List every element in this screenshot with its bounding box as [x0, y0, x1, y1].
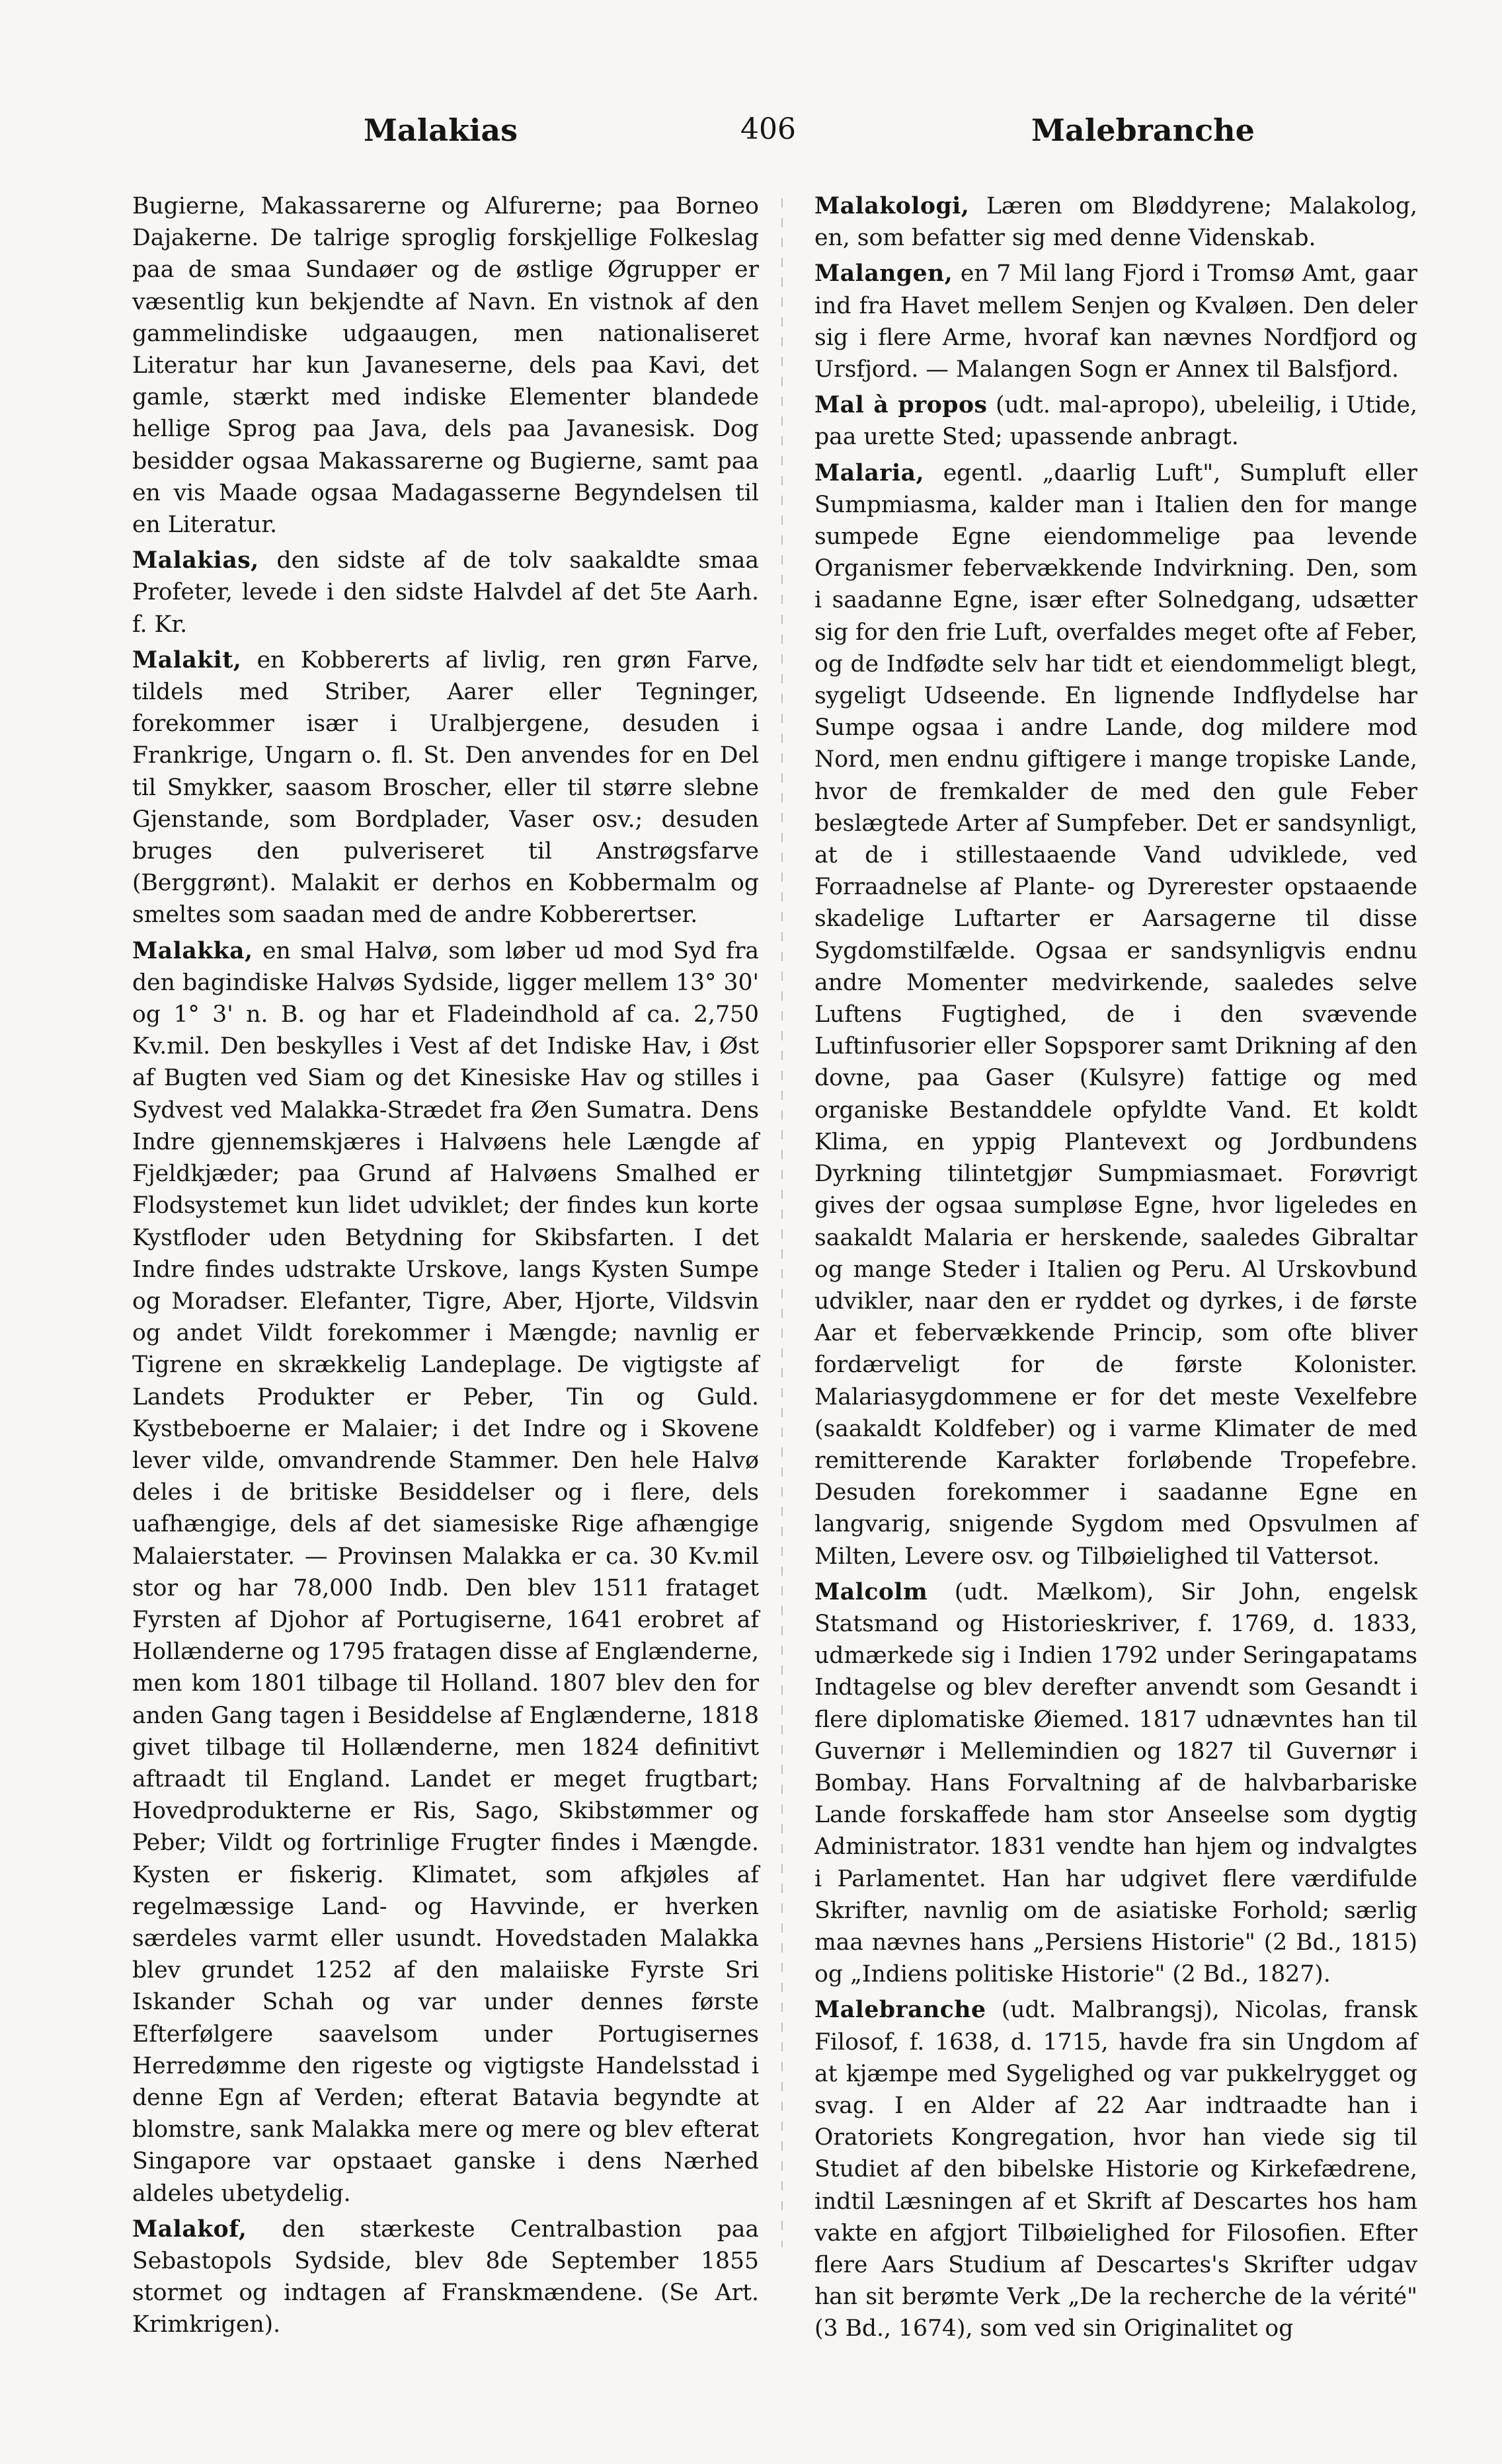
- right-column: [814, 190, 1417, 2345]
- page-number: 406: [740, 112, 796, 146]
- entry-continuation: [132, 190, 759, 541]
- entry-headword: Malakof,: [132, 2215, 247, 2243]
- entry-text: Læren om Bløddyrene; Malakolog, en, som befatter sig med denne Videnskab.: [814, 193, 1417, 252]
- entry-malcolm: [814, 1576, 1417, 1991]
- entry-text: (udt. Malbrangsj), Nicolas, fransk Filosof, f. 1638, d. 1715, havde fra sin Ungdom af at kjæmpe med Sygelighed og var pukkelrygget og svag. I en Alder af 22 Aar indtraadte han i Oratoriets Kongregation, hvor han viede sig til Studiet af den bibelske Historie og Kirkefædrene, indtil Læsningen af et Skrift af Descartes hos ham vakte en afgjort Tilbøielighed for Filosofien. Efter flere Aars Studium af Descartes's Skrifter udgav han sit berømte Verk „De la recherche de la vérité" (3 Bd., 1674), som ved sin Originalitet og: [814, 1997, 1417, 2342]
- entry-malangen: [814, 258, 1417, 385]
- entry-malakias: [132, 545, 759, 640]
- entry-malaria: [814, 457, 1417, 1572]
- entry-text: en 7 Mil lang Fjord i Tromsø Amt, gaar ind fra Havet mellem Senjen og Kvaløen. Den deler sig i flere Arme, hvoraf kan nævnes Nordfjord og Ursfjord. — Malangen Sogn er Annex til Balsfjord.: [814, 260, 1417, 383]
- column-divider: [781, 198, 783, 2247]
- entry-text: Bugierne, Makassarerne og Alfurerne; paa Borneo Dajakerne. De talrige sproglig forskjellige Folkeslag paa de smaa Sundaøer og de østlige Øgrupper er væsentlig kun bekjendte af Navn. En vistnok af den gammelindiske udgaaugen, men nationaliseret Literatur har kun Javaneserne, dels paa Kavi, det gamle, stærkt med indiske Elementer blandede hellige Sprog paa Java, dels paa Javanesisk. Dog besidder ogsaa Makassarerne og Bugierne, samt paa en vis Maade ogsaa Madagasserne Begyndelsen til en Literatur.: [132, 193, 759, 539]
- page-header: [132, 112, 1255, 159]
- entry-malakof: [132, 2214, 759, 2341]
- entry-headword: Malebranche: [814, 1997, 986, 2024]
- entry-mal-a-propos: [814, 389, 1417, 453]
- left-column: [132, 190, 759, 2341]
- entry-text: (udt. Mælkom), Sir John, engelsk Statsmand og Historieskriver, f. 1769, d. 1833, udmærkede sig i Indien 1792 under Seringapatams Indtagelse og blev derefter anvendt som Gesandt i flere diplomatiske Øiemed. 1817 udnævntes han til Guvernør i Mellemindien og 1827 til Guvernør i Bombay. Hans Forvaltning af de halvbarbariske Lande forskaffede ham stor Anseelse som dygtig Administrator. 1831 vendte han hjem og indvalgtes i Parlamentet. Han har udgivet flere værdifulde Skrifter, navnlig om de asiatiske Forhold; særlig maa nævnes hans „Persiens Historie" (2 Bd., 1815) og „Indiens politiske Historie" (2 Bd., 1827).: [814, 1578, 1417, 1988]
- entry-text: en smal Halvø, som løber ud mod Syd fra den bagindiske Halvøs Sydside, ligger mellem 13° 30' og 1° 3' n. B. og har et Fladeindhold af ca. 2,750 Kv.mil. Den beskylles i Vest af det Indiske Hav, i Øst af Bugten ved Siam og det Kinesiske Hav og stilles i Sydvest ved Malakka-Strædet fra Øen Sumatra. Dens Indre gjennemskjæres i Halvøens hele Længde af Fjeldkjæder; paa Grund af Halvøens Smalhed er Flodsystemet kun lidet udviklet; der findes kun korte Kystfloder uden Betydning for Skibsfarten. I det Indre findes udstrakte Urskove, langs Kysten Sumpe og Moradser. Elefanter, Tigre, Aber, Hjorte, Vildsvin og andet Vildt forekommer i Mængde; navnlig er Tigrene en skrækkelig Landeplage. De vigtigste af Landets Produkter er Peber, Tin og Guld. Kystbeboerne er Malaier; i det Indre og i Skovene lever vilde, omvandrende Stammer. Den hele Halvø deles i de britiske Besiddelser og i flere, dels uafhængige, dels af det siamesiske Rige afhængige Malaierstater. — Provinsen Malakka er ca. 30 Kv.mil stor og har 78,000 Indb. Den blev 1511 frataget Fyrsten af Djohor af Portugiserne, 1641 erobret af Hollænderne og 1795 fratagen disse af Englænderne, men kom 1801 tilbage til Holland. 1807 blev den for anden Gang tagen i Besiddelse af Englænderne, 1818 givet tilbage til Hollænderne, men 1824 definitivt aftraadt til England. Landet er meget frugtbart; Hovedprodukterne er Ris, Sago, Skibstømmer og Peber; Vildt og fortrinlige Frugter findes i Mængde. Kysten er fiskerig. Klimatet, som afkjøles af regelmæssige Land- og Havvinde, er hverken særdeles varmt eller usundt. Hovedstaden Malakka blev grundet 1252 af den malaiiske Fyrste Sri Iskander Schah og var under dennes første Efterfølgere saavelsom under Portugisernes Herredømme den rigeste og vigtigste Handelsstad i denne Egn af Verden; efterat Batavia begyndte at blomstre, sank Malakka mere og mere og blev efterat Singapore var opstaaet ganske i dens Nærhed aldeles ubetydelig.: [132, 937, 759, 2207]
- header-right-catchword: Malebranche: [1031, 112, 1255, 148]
- entry-headword: Malakka,: [132, 937, 253, 964]
- entry-headword: Malaria,: [814, 459, 925, 486]
- entry-headword: Malcolm: [814, 1578, 928, 1605]
- header-left-catchword: Malakias: [364, 112, 518, 148]
- entry-headword: Mal à propos: [814, 392, 988, 419]
- entry-text: (udt. mal-apropo), ubeleilig, i Utide, paa urette Sted; upassende anbragt.: [814, 392, 1417, 451]
- entry-text: den stærkeste Centralbastion paa Sebastopols Sydside, blev 8de September 1855 stormet og indtagen af Franskmændene. (Se Art. Krimkrigen).: [132, 2215, 759, 2338]
- entry-malakit: [132, 644, 759, 931]
- entry-headword: Malakias,: [132, 547, 259, 574]
- entry-malakka: [132, 935, 759, 2210]
- entry-headword: Malakit,: [132, 646, 242, 674]
- entry-malakologi: [814, 190, 1417, 254]
- entry-text: en Kobbererts af livlig, ren grøn Farve, tildels med Striber, Aarer eller Tegninger, forekommer især i Uralbjergene, desuden i Frankrige, Ungarn o. fl. St. Den anvendes for en Del til Smykker, saasom Broscher, eller til større slebne Gjenstande, som Bordplader, Vaser osv.; desuden bruges den pulveriseret til Anstrøgsfarve (Berggrønt). Malakit er derhos en Kobbermalm og smeltes som saadan med de andre Kobberertser.: [132, 646, 759, 929]
- entry-headword: Malangen,: [814, 260, 953, 288]
- entry-text: egentl. „daarlig Luft", Sumpluft eller Sumpmiasma, kalder man i Italien den for mange sumpede Egne eiendommelige paa levende Organismer febervækkende Indvirkning. Den, som i saadanne Egne, især efter Solnedgang, udsætter sig for den frie Luft, overfaldes meget ofte af Feber, og de Indfødte selv har tidt et eiendommeligt blegt, sygeligt Udseende. En lignende Indflydelse har Sumpe ogsaa i andre Lande, dog mildere mod Nord, men endnu giftigere i mange tropiske Lande, hvor de fremkalder de med den gule Feber beslægtede Arter af Sumpfeber. Det er sandsynligt, at de i stillestaaende Vand udviklede, ved Forraadnelse af Plante- og Dyrerester opstaaende skadelige Luftarter er Aarsagerne til disse Sygdomstilfælde. Ogsaa er sandsynligvis endnu andre Momenter medvirkende, saaledes selve Luftens Fugtighed, de i den svævende Luftinfusorier eller Sopsporer samt Drikning af den dovne, paa Gaser (Kulsyre) fattige og med organiske Bestanddele opfyldte Vand. Et koldt Klima, en yppig Plantevext og Jordbundens Dyrkning tilintetgjør Sumpmiasmaet. Forøvrigt gives der ogsaa sumpløse Egne, hvor ligeledes en saakaldt Malaria er herskende, saaledes Gibraltar og mange Steder i Italien og Peru. Al Urskovbund udvikler, naar den er ryddet og dyrkes, i de første Aar et febervækkende Princip, som ofte bliver fordærveligt for de første Kolonister. Malariasygdommene er for det meste Vexelfebre (saakaldt Koldfeber) og i varme Klimater de med remitterende Karakter forløbende Tropefebre. Desuden forekommer i saadanne Egne en langvarig, snigende Sygdom med Opsvulmen af Milten, Levere osv. og Tilbøielighed til Vattersot.: [814, 459, 1417, 1570]
- entry-malebranche: [814, 1994, 1417, 2344]
- entry-text: den sidste af de tolv saakaldte smaa Profeter, levede i den sidste Halvdel af det 5te Aarh. f. Kr.: [132, 547, 759, 638]
- entry-headword: Malakologi,: [814, 193, 970, 219]
